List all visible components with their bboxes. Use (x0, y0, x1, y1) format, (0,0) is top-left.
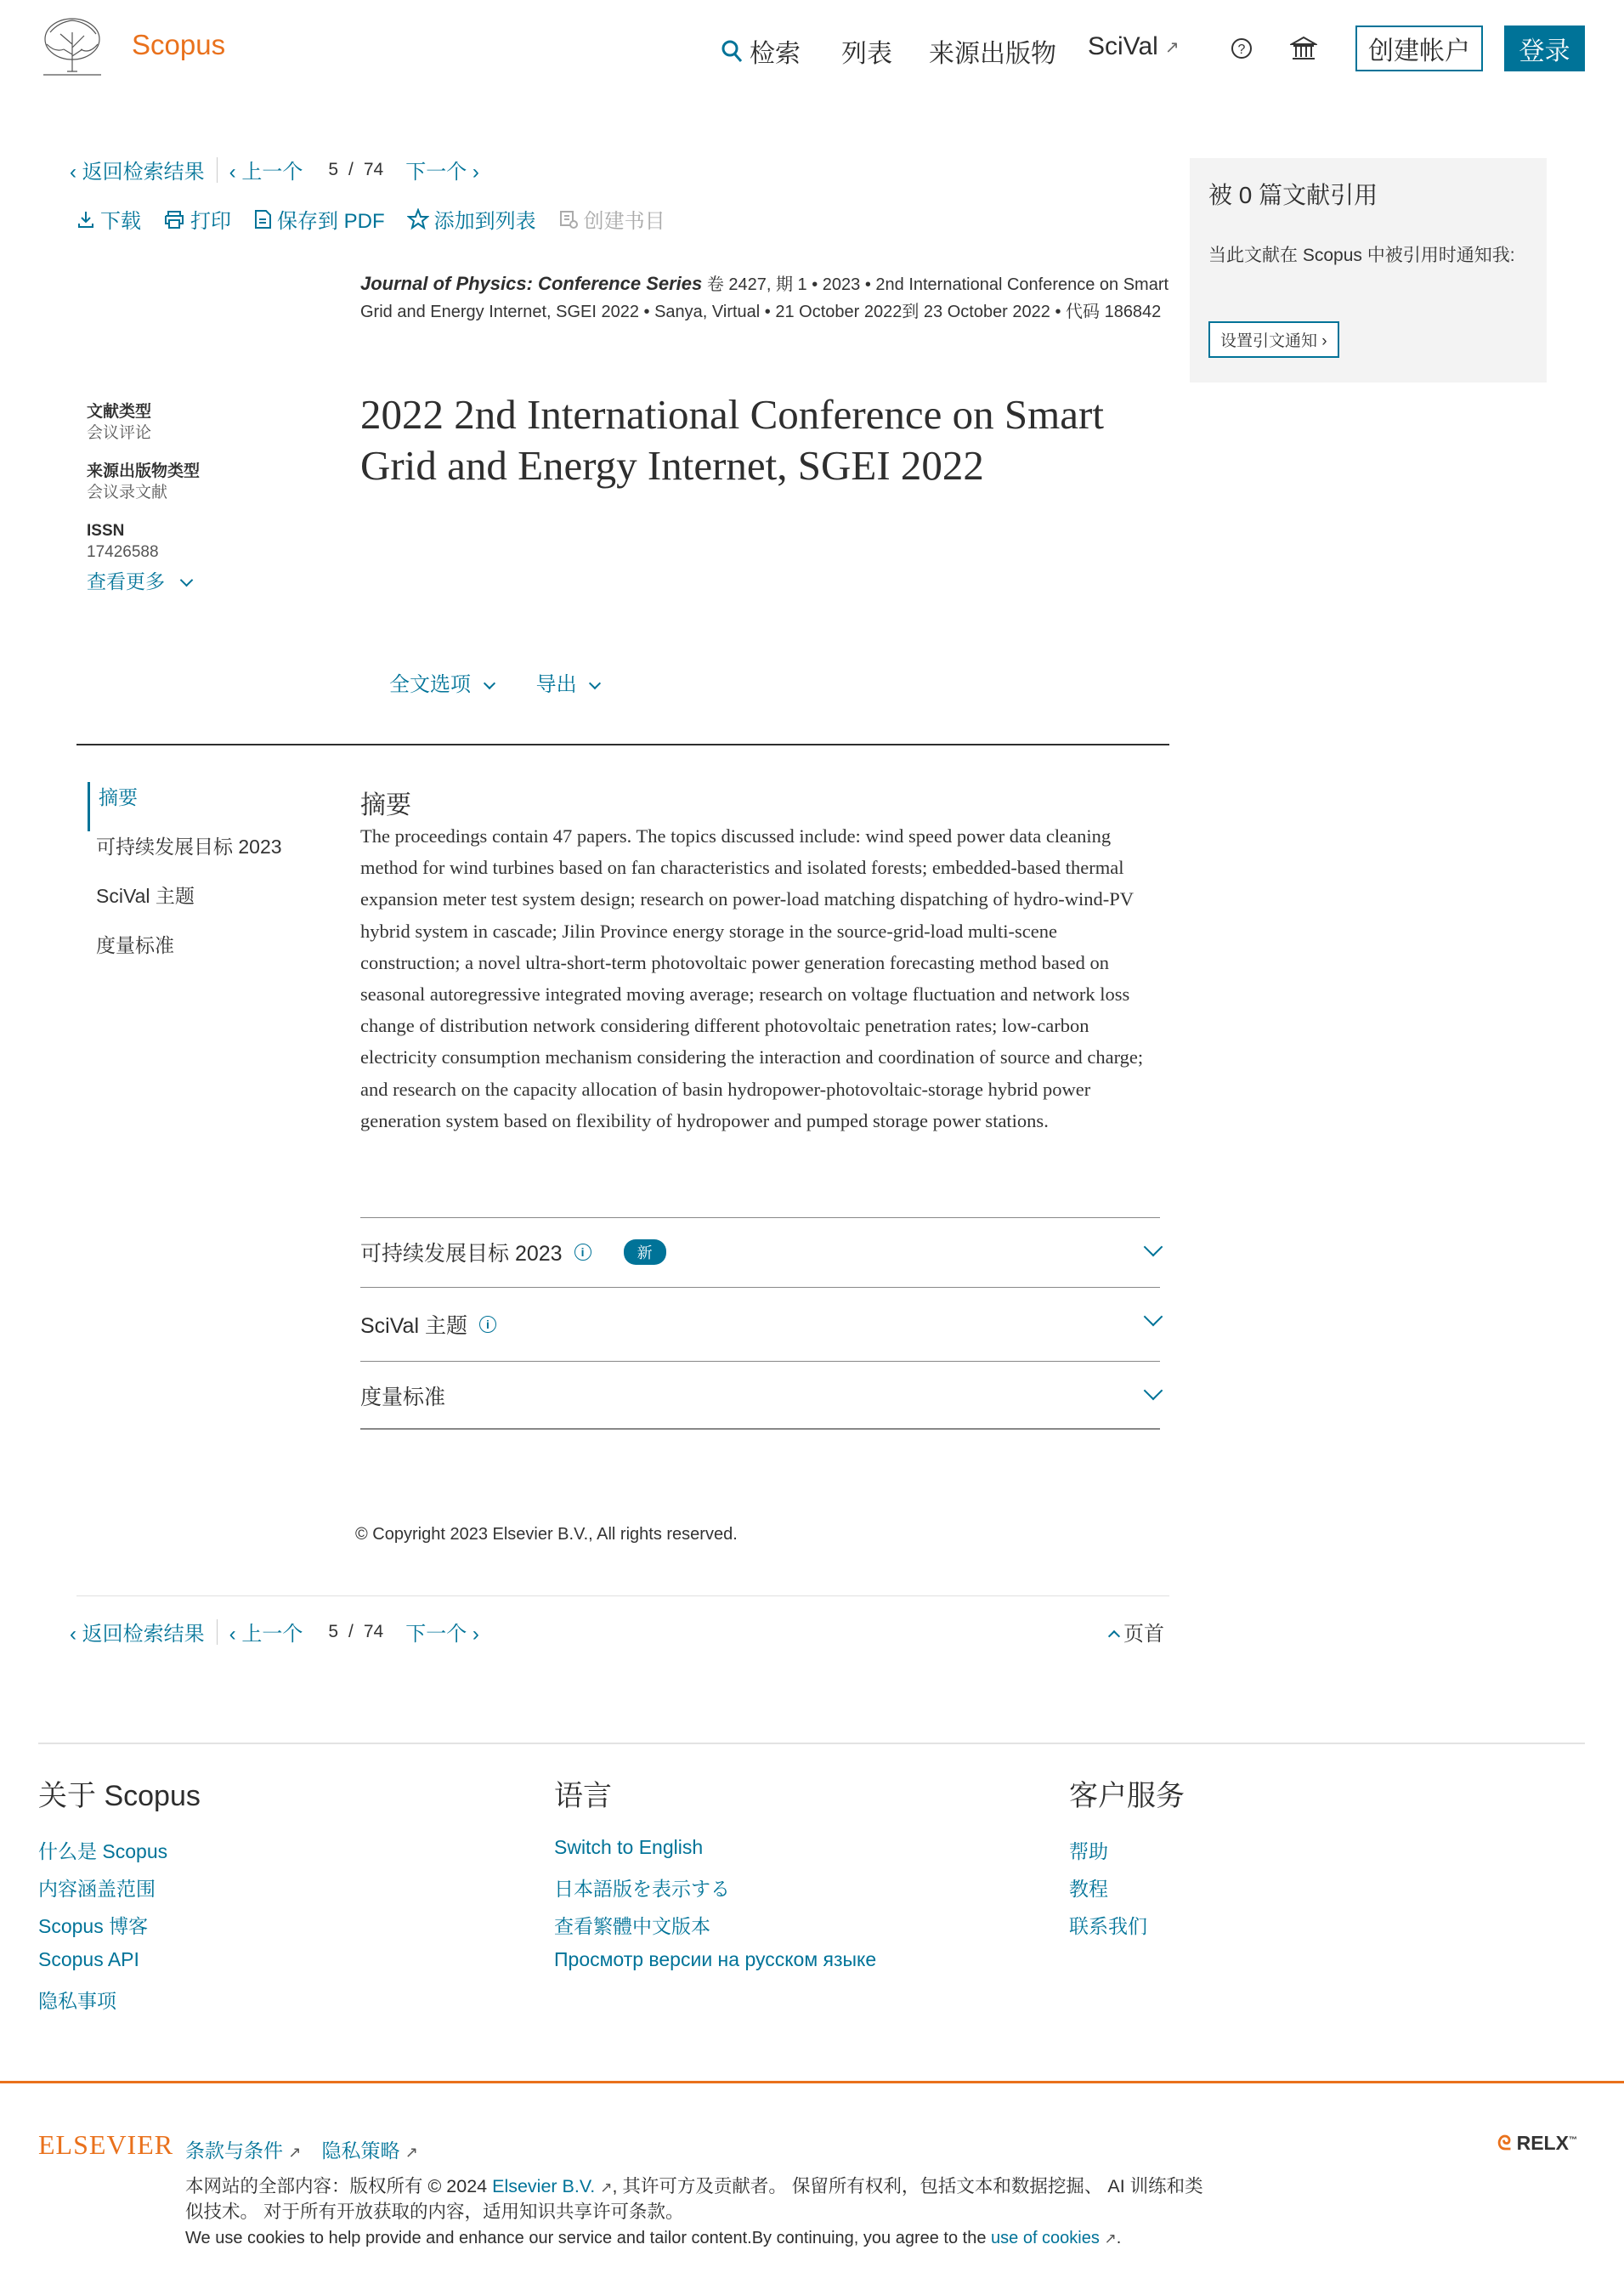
download-icon (76, 210, 95, 229)
accordion-scival[interactable] (360, 1287, 1160, 1361)
divider (217, 1619, 218, 1645)
document-title: 2022 2nd International Conference on Smart Grid and Energy Internet, SGEI 2022 (360, 391, 1104, 489)
cookies-label: use of cookies (991, 2229, 1100, 2247)
external-link-icon: ↗ (288, 2144, 302, 2161)
external-link-icon: ↗ (405, 2144, 418, 2161)
footer-link[interactable]: 隐私事项 (38, 1990, 116, 2012)
cited-by-heading: 被 0 篇文献引用 (1208, 182, 1378, 208)
source-type-label: 来源出版物类型 (87, 462, 201, 480)
save-pdf-button[interactable] (253, 204, 385, 234)
pdf-icon (253, 209, 272, 230)
export-button[interactable] (536, 667, 600, 697)
back-to-top-link[interactable] (1110, 1617, 1164, 1646)
lang-link-japanese[interactable]: 日本語版を表示する (554, 1878, 730, 1900)
add-list-label: 添加到列表 (433, 210, 536, 233)
cookies-link[interactable] (991, 2229, 1117, 2247)
language-heading: 语言 (554, 1780, 612, 1812)
info-icon[interactable]: i (574, 1244, 591, 1261)
institution-icon[interactable] (1290, 36, 1317, 61)
result-pager-top (70, 155, 479, 184)
terms-link[interactable] (185, 2135, 301, 2163)
lang-link-russian[interactable]: Просмотр версии на русском языке (554, 1948, 877, 1970)
print-icon (163, 210, 185, 229)
section-divider (76, 744, 1169, 745)
next-link[interactable]: 下一个 › (405, 1623, 479, 1646)
elsevier-tree-logo[interactable] (38, 15, 106, 78)
next-link[interactable]: 下一个 › (405, 161, 479, 184)
nav-lists[interactable]: 列表 (841, 40, 892, 68)
rights-text-2: , 其许可方及贡献者。 保留所有权利，包括文本和数据挖掘、 AI 训练和类似技术。 对于所有开放获取的内容，适用知识共享许可条款。 (185, 2176, 1203, 2222)
document-options (389, 667, 599, 697)
nav-scival-label: SciVal (1088, 32, 1158, 60)
chevron-down-icon (1144, 1381, 1163, 1401)
current-index: 5 (328, 159, 339, 179)
chevron-down-icon (1144, 1307, 1163, 1327)
prev-label: 上一个 (241, 161, 303, 184)
back-to-results-link[interactable]: ‹ 返回检索结果 (70, 161, 205, 184)
privacy-link[interactable] (321, 2135, 417, 2163)
chevron-down-icon (589, 677, 601, 689)
nav-scival[interactable] (1088, 32, 1180, 61)
accordion-bottom-border (360, 1428, 1160, 1430)
footer-divider (38, 1743, 1585, 1744)
fulltext-label: 全文选项 (389, 673, 471, 696)
back-label: 返回检索结果 (82, 1623, 205, 1646)
relx-label: RELX (1516, 2132, 1569, 2154)
footer-link[interactable]: Scopus 博客 (38, 1915, 149, 1937)
current-index: 5 (328, 1621, 339, 1641)
accordion-scival-label: SciVal 主题 (360, 1314, 467, 1338)
footer-link[interactable]: 什么是 Scopus (38, 1840, 168, 1862)
journal-title-link[interactable]: Journal of Physics: Conference Series (360, 273, 703, 294)
footer-link[interactable]: Scopus API (38, 1948, 139, 1970)
pager-slash: / (348, 159, 354, 179)
source-details: 卷 2427, 期 1 • 2023 • 2nd International Conference on Smart Grid and Energy Internet, SGEI 2022 • Sanya, Virtual • 21 October 2022到 23 October 2022 • 代码 186842 (360, 275, 1169, 321)
footer-language (554, 1772, 876, 1986)
back-to-top-label: 页首 (1123, 1623, 1164, 1646)
document-meta (87, 401, 200, 592)
accordion-sdg[interactable] (360, 1217, 1160, 1286)
copyright-notice: © Copyright 2023 Elsevier B.V., All rights reserved. (355, 1525, 738, 1544)
footer-link[interactable]: 联系我们 (1069, 1915, 1147, 1937)
chevron-down-icon (180, 574, 194, 587)
scopus-brand[interactable]: Scopus (132, 29, 226, 60)
search-icon (721, 39, 743, 63)
section-nav-abstract[interactable]: 摘要 (88, 782, 282, 831)
section-nav-sdg[interactable]: 可持续发展目标 2023 (96, 836, 282, 858)
print-button[interactable] (163, 204, 231, 234)
service-heading: 客户服务 (1069, 1780, 1185, 1812)
source-type-value: 会议录文献 (87, 484, 168, 502)
source-info (360, 270, 1174, 326)
elsevier-logo[interactable]: ELSEVIER (38, 2129, 174, 2160)
prev-label: 上一个 (241, 1623, 303, 1646)
external-link-icon: ↗ (1164, 37, 1180, 57)
footer-link[interactable]: 教程 (1069, 1878, 1108, 1900)
nav-sources[interactable]: 来源出版物 (929, 40, 1056, 68)
create-bibliography-button[interactable] (558, 204, 665, 234)
accordion-sdg-label: 可持续发展目标 2023 (360, 1242, 563, 1266)
abstract-heading: 摘要 (360, 791, 411, 819)
doc-type-value: 会议评论 (87, 424, 152, 442)
terms-label: 条款与条件 (185, 2139, 283, 2162)
prev-link[interactable]: ‹ 上一个 (229, 1623, 303, 1646)
alert-button-label: 设置引文通知 (1220, 332, 1318, 350)
help-icon[interactable] (1231, 37, 1253, 60)
svg-text:?: ? (1237, 43, 1246, 57)
nav-search[interactable] (721, 32, 801, 70)
external-link-icon: ↗ (1104, 2230, 1117, 2247)
pager-slash: / (348, 1621, 354, 1641)
top-header (0, 0, 1624, 98)
divider (217, 157, 218, 183)
add-to-list-button[interactable] (407, 204, 536, 234)
set-citation-alert-button[interactable]: 设置引文通知 › (1208, 321, 1339, 358)
login-button[interactable]: 登录 (1504, 26, 1585, 71)
section-nav (88, 782, 282, 979)
download-button[interactable] (76, 204, 141, 234)
chevron-up-icon (1108, 1630, 1120, 1642)
elsevier-bv-link[interactable] (492, 2176, 612, 2196)
lang-link-traditional-chinese[interactable]: 查看繁體中文版本 (554, 1915, 710, 1937)
bibliography-icon (558, 209, 579, 230)
next-label: 下一个 (405, 1623, 467, 1646)
back-to-results-link[interactable]: ‹ 返回检索结果 (70, 1623, 205, 1646)
result-pager-bottom (70, 1617, 479, 1646)
cookie-text: We use cookies to help provide and enhance our service and tailor content.By continuing, you agree to the (185, 2229, 987, 2247)
issn-value: 17426588 (87, 543, 159, 561)
footer-about (38, 1772, 201, 2023)
total-count: 74 (363, 159, 384, 179)
export-label: 导出 (535, 673, 577, 696)
footer-rights (185, 2174, 1205, 2251)
footer-legal-links (185, 2135, 418, 2163)
show-more-label: 查看更多 (87, 570, 165, 592)
download-label: 下载 (100, 210, 141, 233)
divider (76, 1595, 1169, 1596)
new-badge: 新 (624, 1239, 666, 1265)
footer-accent-line (0, 2081, 1624, 2083)
accordion-metrics-label: 度量标准 (360, 1386, 446, 1409)
cookie-notice: We use cookies to help provide and enhance our service and tailor content.By continuing, you agree to the use of cookies ↗. (185, 2229, 1122, 2247)
external-link-icon: ↗ (600, 2179, 613, 2196)
back-label: 返回检索结果 (82, 161, 205, 184)
citations-panel (1190, 158, 1547, 383)
elsevier-bv-label: Elsevier B.V. (492, 2176, 596, 2196)
lang-link-english[interactable]: Switch to English (554, 1836, 704, 1858)
star-icon (407, 208, 429, 230)
issn-label: ISSN (87, 522, 125, 540)
footer-link[interactable]: 帮助 (1069, 1840, 1108, 1862)
create-bib-label: 创建书目 (583, 210, 665, 233)
chevron-down-icon (484, 677, 495, 689)
create-account-button[interactable]: 创建帐户 (1355, 26, 1483, 71)
relx-mark-icon: ᘓ (1497, 2132, 1512, 2154)
accordion-metrics[interactable] (360, 1361, 1160, 1430)
fulltext-options-button[interactable] (389, 667, 494, 697)
print-label: 打印 (190, 210, 231, 233)
show-more-button[interactable] (87, 571, 200, 592)
rights-text-1: 本网站的全部内容：版权所有 © 2024 (185, 2176, 488, 2196)
footer-service (1069, 1772, 1185, 1948)
section-nav-metrics[interactable]: 度量标准 (96, 934, 174, 956)
document-toolbar (76, 204, 665, 234)
doc-type-label: 文献类型 (87, 403, 152, 421)
about-heading: 关于 Scopus (38, 1780, 201, 1812)
prev-link[interactable]: ‹ 上一个 (229, 161, 303, 184)
relx-logo[interactable]: ᘓ RELX™ (1497, 2132, 1577, 2154)
section-nav-scival[interactable]: SciVal 主题 (96, 885, 195, 907)
chevron-down-icon (1144, 1238, 1163, 1257)
total-count: 74 (363, 1621, 384, 1641)
footer-link[interactable]: 内容涵盖范围 (38, 1878, 156, 1900)
citation-alert-text: 当此文献在 Scopus 中被引用时通知我: (1208, 246, 1515, 265)
next-label: 下一个 (405, 161, 467, 184)
info-icon[interactable]: i (479, 1316, 496, 1333)
privacy-label: 隐私策略 (321, 2139, 400, 2162)
save-pdf-label: 保存到 PDF (277, 210, 385, 233)
abstract-text: The proceedings contain 47 papers. The topics discussed include: wind speed power data cleaning method for wind turbines based on fan characteristics and isolated forests; embedded-based thermal expansion meter test system design; research on power-load matching dispatching of hydro-wind-PV hybrid system in cascade; Jilin Province energy storage in the source-grid-load multi-scene construction; a novel ultra-short-term photovoltaic power generation forecasting method based on seasonal autoregressive integrated moving average; research on voltage fluctuation and network loss change of distribution network considering different photovoltaic penetration rates; low-carbon electricity consumption mechanism considering the interaction and coordination of source and charge; and research on the capacity allocation of basin hydropower-photovoltaic-storage hybrid power generation system based on flexibility of hydropower and pumped storage power stations. (360, 825, 1144, 1131)
nav-search-label: 检索 (750, 40, 801, 68)
